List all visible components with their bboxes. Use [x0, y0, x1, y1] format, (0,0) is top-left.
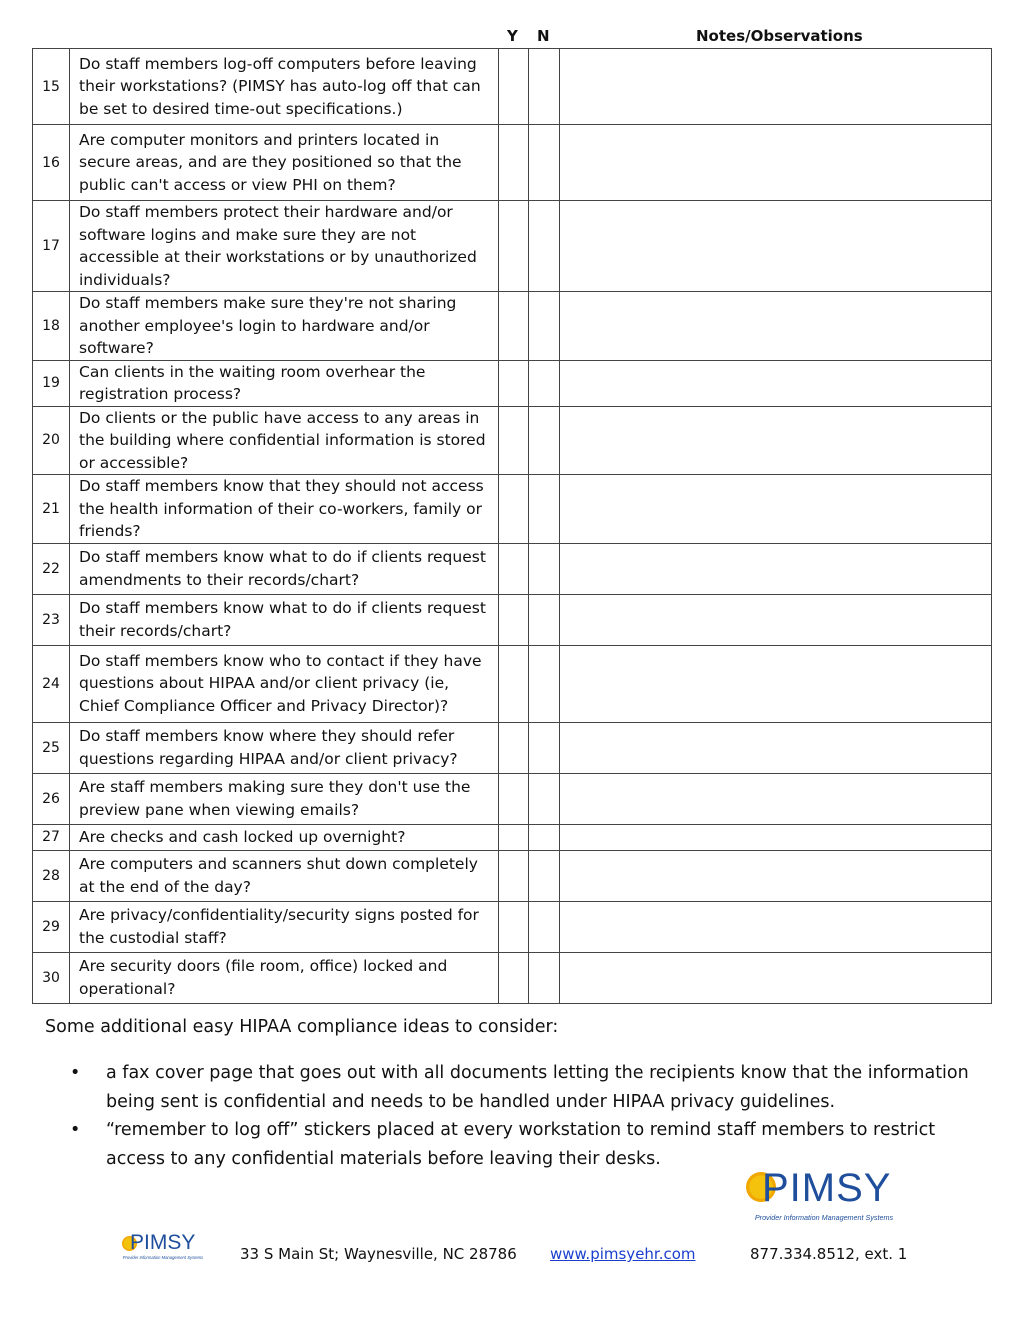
row-number: 30 [33, 952, 70, 1003]
notes-cell[interactable] [560, 360, 992, 406]
yes-checkbox-cell[interactable] [499, 952, 529, 1003]
notes-cell[interactable] [560, 475, 992, 544]
question-cell: Do staff members protect their hardware and/or software logins and make sure they are not accessible at their workstations or by unauthorized individuals? [70, 201, 499, 292]
no-checkbox-cell[interactable] [529, 901, 560, 952]
no-checkbox-cell[interactable] [529, 125, 560, 201]
table-row [33, 952, 992, 1003]
row-number: 15 [33, 49, 70, 125]
row-number: 22 [33, 543, 70, 594]
table-row [33, 543, 992, 594]
notes-cell[interactable] [560, 952, 992, 1003]
no-checkbox-cell[interactable] [529, 850, 560, 901]
idea-text: “remember to log off” stickers placed at every workstation to remind staff members to restrict access to any confidential materials before leaving their desks. [106, 1120, 936, 1169]
column-header-y: Y [507, 27, 518, 45]
notes-cell[interactable] [560, 543, 992, 594]
yes-checkbox-cell[interactable] [499, 125, 529, 201]
notes-cell[interactable] [560, 901, 992, 952]
row-number: 23 [33, 594, 70, 645]
table-row [33, 360, 992, 406]
yes-checkbox-cell[interactable] [499, 645, 529, 722]
row-number: 17 [33, 201, 70, 292]
logo-tagline: Provider Information Management Systems [754, 1213, 894, 1222]
list-item [66, 1059, 986, 1116]
table-row [33, 201, 992, 292]
yes-checkbox-cell[interactable] [499, 49, 529, 125]
table-row [33, 773, 992, 824]
table-row [33, 406, 992, 475]
table-row [33, 645, 992, 722]
footer-website-link[interactable]: www.pimsyehr.com [550, 1245, 696, 1263]
column-header-notes: Notes/Observations [696, 27, 863, 45]
yes-checkbox-cell[interactable] [499, 543, 529, 594]
table-row [33, 475, 992, 544]
notes-cell[interactable] [560, 406, 992, 475]
yes-checkbox-cell[interactable] [499, 901, 529, 952]
question-cell: Do staff members know that they should not access the health information of their co-workers, family or friends? [70, 475, 499, 544]
bullet-icon: • [70, 1063, 81, 1083]
row-number: 25 [33, 722, 70, 773]
no-checkbox-cell[interactable] [529, 543, 560, 594]
yes-checkbox-cell[interactable] [499, 773, 529, 824]
yes-checkbox-cell[interactable] [499, 201, 529, 292]
no-checkbox-cell[interactable] [529, 645, 560, 722]
column-header-n: N [537, 27, 550, 45]
row-number: 29 [33, 901, 70, 952]
notes-cell[interactable] [560, 850, 992, 901]
notes-cell[interactable] [560, 824, 992, 850]
yes-checkbox-cell[interactable] [499, 824, 529, 850]
no-checkbox-cell[interactable] [529, 773, 560, 824]
notes-cell[interactable] [560, 292, 992, 361]
footer-phone: 877.334.8512, ext. 1 [750, 1245, 908, 1263]
no-checkbox-cell[interactable] [529, 475, 560, 544]
question-cell: Do staff members know where they should refer questions regarding HIPAA and/or client privacy? [70, 722, 499, 773]
question-cell: Are computer monitors and printers located in secure areas, and are they positioned so that the public can't access or view PHI on them? [70, 125, 499, 201]
ideas-list [66, 1059, 986, 1173]
row-number: 16 [33, 125, 70, 201]
row-number: 26 [33, 773, 70, 824]
row-number: 20 [33, 406, 70, 475]
notes-cell[interactable] [560, 594, 992, 645]
pimsy-logo-small [122, 1231, 204, 1261]
yes-checkbox-cell[interactable] [499, 292, 529, 361]
yes-checkbox-cell[interactable] [499, 722, 529, 773]
yes-checkbox-cell[interactable] [499, 850, 529, 901]
notes-cell[interactable] [560, 201, 992, 292]
question-cell: Do staff members know what to do if clients request amendments to their records/chart? [70, 543, 499, 594]
no-checkbox-cell[interactable] [529, 594, 560, 645]
logo-tagline: Provider Information Management Systems [122, 1255, 204, 1260]
row-number: 24 [33, 645, 70, 722]
no-checkbox-cell[interactable] [529, 360, 560, 406]
no-checkbox-cell[interactable] [529, 292, 560, 361]
checklist-table [32, 48, 992, 1004]
row-number: 19 [33, 360, 70, 406]
yes-checkbox-cell[interactable] [499, 594, 529, 645]
question-cell: Do staff members know who to contact if they have questions about HIPAA and/or client privacy (ie, Chief Compliance Officer and Privacy Director)? [70, 645, 499, 722]
table-row [33, 125, 992, 201]
no-checkbox-cell[interactable] [529, 201, 560, 292]
question-cell: Are computers and scanners shut down completely at the end of the day? [70, 850, 499, 901]
yes-checkbox-cell[interactable] [499, 475, 529, 544]
no-checkbox-cell[interactable] [529, 406, 560, 475]
question-cell: Do staff members log-off computers before leaving their workstations? (PIMSY has auto-log off that can be set to desired time-out specifications.) [70, 49, 499, 125]
table-row [33, 722, 992, 773]
question-cell: Are checks and cash locked up overnight? [70, 824, 499, 850]
table-row [33, 824, 992, 850]
table-row [33, 292, 992, 361]
no-checkbox-cell[interactable] [529, 824, 560, 850]
notes-cell[interactable] [560, 125, 992, 201]
table-row [33, 850, 992, 901]
notes-cell[interactable] [560, 645, 992, 722]
no-checkbox-cell[interactable] [529, 722, 560, 773]
table-row [33, 594, 992, 645]
table-row [33, 901, 992, 952]
row-number: 28 [33, 850, 70, 901]
question-cell: Are privacy/confidentiality/security signs posted for the custodial staff? [70, 901, 499, 952]
logo-word: PIMSY [130, 1231, 196, 1254]
yes-checkbox-cell[interactable] [499, 360, 529, 406]
logo-word: PIMSY [762, 1166, 892, 1210]
list-item [66, 1116, 986, 1173]
no-checkbox-cell[interactable] [529, 952, 560, 1003]
notes-cell[interactable] [560, 49, 992, 125]
notes-cell[interactable] [560, 722, 992, 773]
row-number: 27 [33, 824, 70, 850]
row-number: 21 [33, 475, 70, 544]
yes-checkbox-cell[interactable] [499, 406, 529, 475]
question-cell: Do clients or the public have access to any areas in the building where confidential information is stored or accessible? [70, 406, 499, 475]
table-row [33, 49, 992, 125]
question-cell: Can clients in the waiting room overhear the registration process? [70, 360, 499, 406]
question-cell: Are security doors (file room, office) locked and operational? [70, 952, 499, 1003]
pimsy-logo [746, 1166, 902, 1224]
notes-cell[interactable] [560, 773, 992, 824]
footer-address: 33 S Main St; Waynesville, NC 28786 [240, 1245, 517, 1263]
row-number: 18 [33, 292, 70, 361]
checklist-body [33, 49, 992, 1004]
bullet-icon: • [70, 1120, 81, 1140]
question-cell: Do staff members make sure they're not sharing another employee's login to hardware and/or software? [70, 292, 499, 361]
idea-text: a fax cover page that goes out with all documents letting the recipients know that the information being sent is confidential and needs to be handled under HIPAA privacy guidelines. [106, 1063, 969, 1112]
ideas-intro: Some additional easy HIPAA compliance ideas to consider: [45, 1017, 559, 1037]
question-cell: Do staff members know what to do if clients request their records/chart? [70, 594, 499, 645]
question-cell: Are staff members making sure they don't use the preview pane when viewing emails? [70, 773, 499, 824]
no-checkbox-cell[interactable] [529, 49, 560, 125]
